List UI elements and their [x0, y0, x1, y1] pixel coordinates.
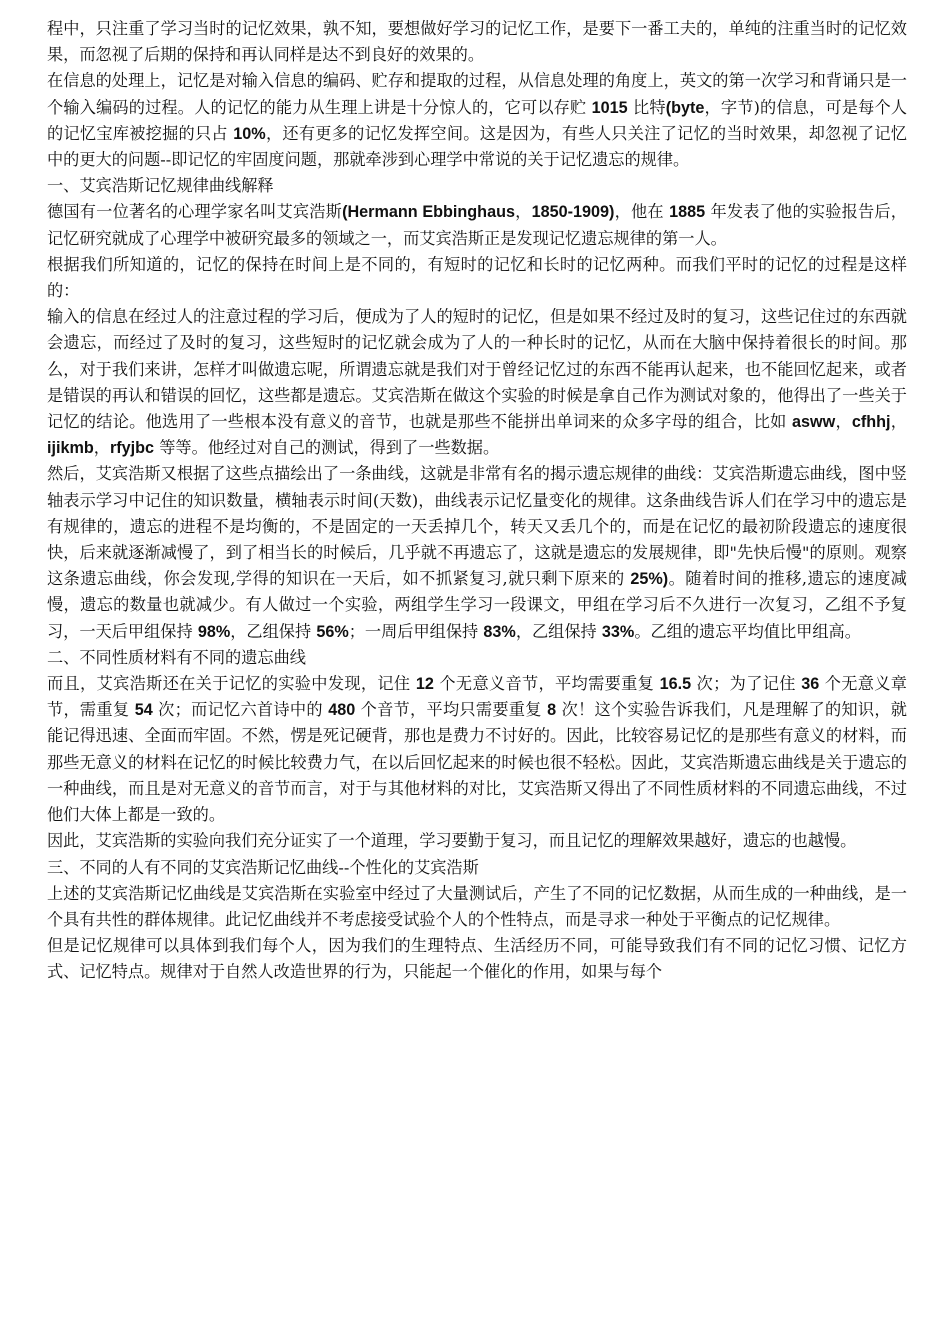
paragraph-forgetting-curve: 然后，艾宾浩斯又根据了这些点描绘出了一条曲线，这就是非常有名的揭示遗忘规律的曲线：艾宾浩斯遗忘曲线，图中竖轴表示学习中记住的知识数量，横轴表示时间(天数)，曲线表示记忆量变化的规律。这条曲线告诉人们在学习中的遗忘是有规律的，遗忘的进程不是均衡的，不是固定的一天丢掉几个，转天又丢几个的，而是在记忆的最初阶段遗忘的速度很快，后来就逐渐减慢了，到了相当长的时候后，几乎就不再遗忘了，这就是遗忘的发展规律，即"先快后慢"的原则。观察这条遗忘曲线，你会发现,学得的知识在一天后，如不抓紧复习,就只剩下原来的 25%)。随着时间的推移,遗忘的速度减慢，遗忘的数量也就减少。有人做过一个实验，两组学生学习一段课文，甲组在学习后不久进行一次复习，乙组不予复习，一天后甲组保持 98%，乙组保持 56%；一周后甲组保持 83%，乙组保持 33%。乙组的遗忘平均值比甲组高。	[47, 464, 907, 641]
paragraph-intro-continued: 程中，只注重了学习当时的记忆效果，孰不知，要想做好学习的记忆工作，是要下一番工夫的，单纯的注重当时的记忆效果，而忽视了后期的保持和再认同样是达不到良好的效果的。	[47, 19, 907, 65]
section-heading-2: 二、不同性质材料有不同的遗忘曲线	[47, 647, 306, 667]
document-body	[47, 16, 907, 986]
section-heading-1: 一、艾宾浩斯记忆规律曲线解释	[47, 176, 274, 196]
paragraph-information-processing: 在信息的处理上，记忆是对输入信息的编码、贮存和提取的过程，从信息处理的角度上，英文的第一次学习和背诵只是一个输入编码的过程。人的记忆的能力从生理上讲是十分惊人的，它可以存贮 1015 比特(byte，字节)的信息，可是每个人的记忆宝库被挖掘的只占 10%，还有更多的记忆发挥空间。这是因为，有些人只关注了记忆的当时效果，却忽视了记忆中的更大的问题--即记忆的牢固度问题，那就牵涉到心理学中常说的关于记忆遗忘的规律。	[47, 71, 907, 170]
paragraph-material-types: 而且，艾宾浩斯还在关于记忆的实验中发现，记住 12 个无意义音节，平均需要重复 16.5 次；为了记住 36 个无意义章节，需重复 54 次；而记忆六首诗中的 480 个音节，平均只需要重复 8 次！这个实验告诉我们，凡是理解了的知识，就能记得迅速、全面而牢固。不然，愣是死记硬背，那也是费力不讨好的。因此，比较容易记忆的是那些有意义的材料，而那些无意义的材料在记忆的时候比较费力气，在以后回忆起来的时候也很不轻松。因此，艾宾浩斯遗忘曲线是关于遗忘的一种曲线，而且是对无意义的音节而言，对于与其他材料的对比，艾宾浩斯又得出了不同性质材料的不同遗忘曲线，不过他们大体上都是一致的。	[47, 674, 907, 825]
paragraph-ebbinghaus-intro: 德国有一位著名的心理学家名叫艾宾浩斯(Hermann Ebbinghaus，1850-1909)，他在 1885 年发表了他的实验报告后，记忆研究就成了心理学中被研究最多的领域之一，而艾宾浩斯正是发现记忆遗忘规律的第一人。	[47, 202, 907, 248]
paragraph-individual-law: 但是记忆规律可以具体到我们每个人，因为我们的生理特点、生活经历不同，可能导致我们有不同的记忆习惯、记忆方式、记忆特点。规律对于自然人改造世界的行为，只能起一个催化的作用，如果与每个	[47, 936, 907, 982]
paragraph-experiment: 输入的信息在经过人的注意过程的学习后，便成为了人的短时的记忆，但是如果不经过及时的复习，这些记住过的东西就会遗忘，而经过了及时的复习，这些短时的记忆就会成为了人的一种长时的记忆，从而在大脑中保持着很长的时间。那么，对于我们来讲，怎样才叫做遗忘呢，所谓遗忘就是我们对于曾经记忆过的东西不能再认起来，也不能回忆起来，或者是错误的再认和错误的回忆，这些都是遗忘。艾宾浩斯在做这个实验的时候是拿自己作为测试对象的，他得出了一些关于记忆的结论。他选用了一些根本没有意义的音节，也就是那些不能拼出单词来的众多字母的组合，比如 asww，cfhhj，ijikmb，rfyjbc 等等。他经过对自己的测试，得到了一些数据。	[47, 307, 907, 458]
paragraph-group-law: 上述的艾宾浩斯记忆曲线是艾宾浩斯在实验室中经过了大量测试后，产生了不同的记忆数据，从而生成的一种曲线，是一个具有共性的群体规律。此记忆曲线并不考虑接受试验个人的个性特点，而是寻求一种处于平衡点的记忆规律。	[47, 883, 907, 929]
paragraph-memory-types: 根据我们所知道的，记忆的保持在时间上是不同的，有短时的记忆和长时的记忆两种。而我们平时的记忆的过程是这样的：	[47, 254, 907, 301]
section-heading-3: 三、不同的人有不同的艾宾浩斯记忆曲线--个性化的艾宾浩斯	[47, 857, 479, 877]
paragraph-conclusion: 因此，艾宾浩斯的实验向我们充分证实了一个道理，学习要勤于复习，而且记忆的理解效果越好，遗忘的也越慢。	[47, 831, 857, 851]
